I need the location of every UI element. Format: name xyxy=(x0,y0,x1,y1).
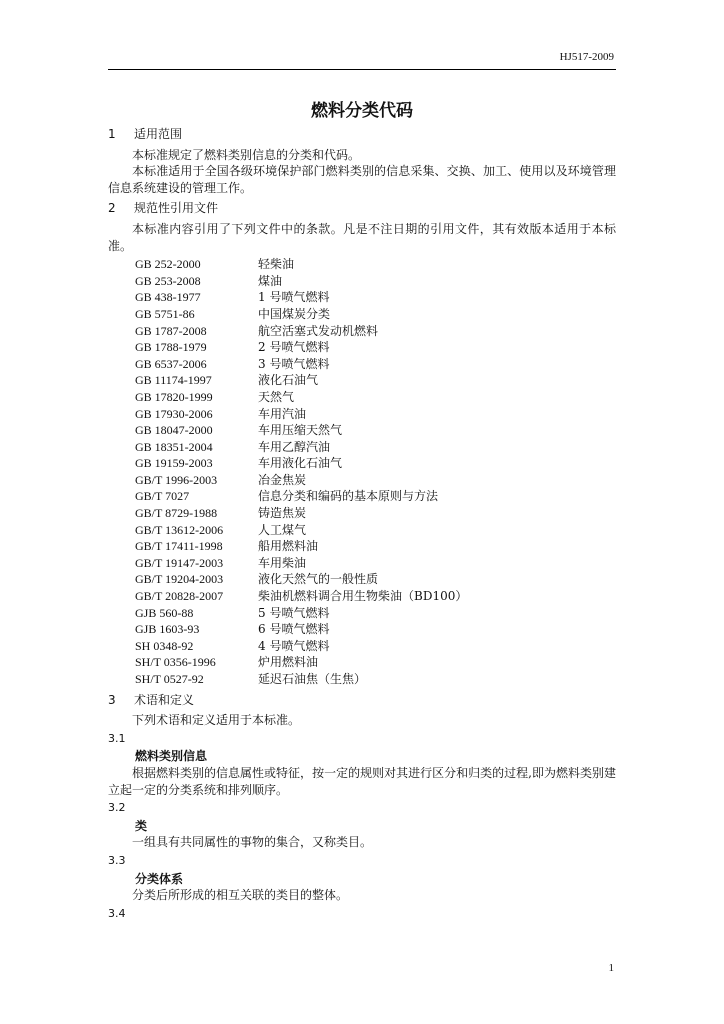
paragraph: 本标准规定了燃料类别信息的分类和代码。 xyxy=(132,147,361,162)
term-name: 燃料类别信息 xyxy=(135,749,208,764)
reference-code: GB 18351-2004 xyxy=(135,439,213,454)
reference-item xyxy=(135,671,616,688)
reference-code: GB/T 19204-2003 xyxy=(135,572,224,587)
term-entry xyxy=(108,853,616,904)
reference-name: 液化天然气的一般性质 xyxy=(258,572,379,587)
reference-item xyxy=(135,422,616,439)
standard-code: HJ517-2009 xyxy=(559,51,614,63)
term-list xyxy=(108,731,616,904)
reference-name: 车用压缩天然气 xyxy=(258,423,343,438)
section-2 xyxy=(108,200,616,687)
reference-code: GB/T 8729-1988 xyxy=(135,506,218,521)
reference-item xyxy=(135,605,616,622)
term-number: 3.1 xyxy=(108,731,126,745)
reference-code: SH 0348-92 xyxy=(135,638,194,653)
reference-code: GB/T 19147-2003 xyxy=(135,555,224,570)
reference-code: SH/T 0527-92 xyxy=(135,672,204,686)
reference-item xyxy=(135,289,616,306)
reference-name: 人工煤气 xyxy=(258,522,307,537)
reference-item xyxy=(135,389,616,406)
paragraph: 下列术语和定义适用于本标准。 xyxy=(132,713,301,728)
reference-code: GB 18047-2000 xyxy=(135,423,213,438)
reference-item xyxy=(135,621,616,638)
reference-code: GB/T 13612-2006 xyxy=(135,522,224,537)
term-definition: 根据燃料类别的信息属性或特征，按一定的规则对其进行区分和归类的过程,即为燃料类别建立起一定的分类系统和排列顺序。 xyxy=(108,765,616,797)
reference-code: GJB 560-88 xyxy=(135,605,194,620)
reference-item xyxy=(135,372,616,389)
reference-name: 煤油 xyxy=(258,273,283,288)
section-1 xyxy=(108,126,616,196)
reference-name: 2 号喷气燃料 xyxy=(258,340,330,355)
reference-name: 冶金焦炭 xyxy=(258,472,307,487)
reference-name: 延迟石油焦（生焦） xyxy=(258,672,367,686)
paragraph: 本标准适用于全国各级环境保护部门燃料类别的信息采集、交换、加工、使用以及环境管理信息系统建设的管理工作。 xyxy=(108,164,616,195)
reference-item xyxy=(135,472,616,489)
reference-item xyxy=(135,522,616,539)
reference-name: 车用汽油 xyxy=(258,406,307,421)
reference-code: GB 252-2000 xyxy=(135,257,201,272)
reference-code: GB 17930-2006 xyxy=(135,406,213,421)
section-title: 适用范围 xyxy=(134,127,183,141)
reference-item xyxy=(135,488,616,505)
reference-item xyxy=(135,339,616,356)
reference-name: 铸造焦炭 xyxy=(258,506,307,521)
term-number: 3.4 xyxy=(108,906,126,920)
reference-name: 炉用燃料油 xyxy=(258,655,319,670)
section-title: 规范性引用文件 xyxy=(134,201,219,216)
reference-item xyxy=(135,455,616,472)
term-number: 3.2 xyxy=(108,801,126,815)
term-number: 3.3 xyxy=(108,853,126,867)
header-rule xyxy=(108,69,616,70)
reference-code: SH/T 0356-1996 xyxy=(135,655,216,670)
document-body xyxy=(108,126,616,926)
reference-code: GB 5751-86 xyxy=(135,306,195,321)
reference-name: 5 号喷气燃料 xyxy=(258,605,330,620)
reference-name: 天然气 xyxy=(258,389,295,404)
reference-code: GB 253-2008 xyxy=(135,273,201,288)
section-number: 3 xyxy=(108,692,116,707)
reference-item xyxy=(135,654,616,671)
reference-name: 中国煤炭分类 xyxy=(258,306,331,321)
reference-name: 轻柴油 xyxy=(258,257,295,272)
reference-name: 3 号喷气燃料 xyxy=(258,356,330,371)
section-number: 1 xyxy=(108,127,116,141)
term-name: 分类体系 xyxy=(135,871,184,886)
section-heading xyxy=(108,692,616,709)
reference-item xyxy=(135,356,616,373)
term-definition: 分类后所形成的相互关联的类目的整体。 xyxy=(132,888,349,903)
reference-list xyxy=(135,256,616,687)
reference-code: GB/T 7027 xyxy=(135,489,190,504)
reference-item xyxy=(135,323,616,340)
term-entry xyxy=(108,731,616,798)
document-title: 燃料分类代码 xyxy=(311,101,413,121)
reference-code: GB/T 17411-1998 xyxy=(135,539,223,554)
reference-item xyxy=(135,571,616,588)
reference-code: GB 1788-1979 xyxy=(135,340,207,355)
reference-name: 1 号喷气燃料 xyxy=(258,290,330,305)
reference-item xyxy=(135,555,616,572)
reference-name: 车用柴油 xyxy=(258,555,307,570)
reference-item xyxy=(135,538,616,555)
reference-name: 柴油机燃料调合用生物柴油（BD100） xyxy=(258,589,468,604)
reference-name: 信息分类和编码的基本原则与方法 xyxy=(258,489,439,504)
reference-item xyxy=(135,505,616,522)
reference-code: GB 11174-1997 xyxy=(135,373,212,388)
reference-item xyxy=(135,439,616,456)
reference-item xyxy=(135,638,616,655)
term-name: 类 xyxy=(135,818,148,833)
section-heading xyxy=(108,126,616,143)
section-number: 2 xyxy=(108,201,116,216)
reference-code: GB/T 20828-2007 xyxy=(135,589,224,604)
reference-name: 车用液化石油气 xyxy=(258,456,343,471)
reference-code: GB 19159-2003 xyxy=(135,456,213,471)
reference-name: 船用燃料油 xyxy=(258,539,319,554)
section-heading xyxy=(108,200,616,217)
reference-item xyxy=(135,273,616,290)
reference-code: GB 17820-1999 xyxy=(135,389,213,404)
reference-name: 航空活塞式发动机燃料 xyxy=(258,323,379,338)
page-number: 1 xyxy=(608,962,614,974)
reference-name: 6 号喷气燃料 xyxy=(258,622,330,637)
reference-item xyxy=(135,588,616,605)
reference-code: GB 6537-2006 xyxy=(135,356,207,371)
reference-name: 4 号喷气燃料 xyxy=(258,638,330,653)
reference-name: 液化石油气 xyxy=(258,373,319,388)
reference-code: GJB 1603-93 xyxy=(135,622,200,637)
reference-code: GB 1787-2008 xyxy=(135,323,207,338)
section-title: 术语和定义 xyxy=(134,692,195,707)
reference-name: 车用乙醇汽油 xyxy=(258,439,331,454)
reference-item xyxy=(135,406,616,423)
reference-code: GB/T 1996-2003 xyxy=(135,472,218,487)
term-entry xyxy=(108,800,616,851)
section-3 xyxy=(108,692,616,923)
reference-item xyxy=(135,306,616,323)
paragraph: 本标准内容引用了下列文件中的条款。凡是不注日期的引用文件，其有效版本适用于本标准。 xyxy=(108,221,616,253)
reference-code: GB 438-1977 xyxy=(135,290,201,305)
reference-item xyxy=(135,256,616,273)
term-definition: 一组具有共同属性的事物的集合，又称类目。 xyxy=(132,835,373,850)
